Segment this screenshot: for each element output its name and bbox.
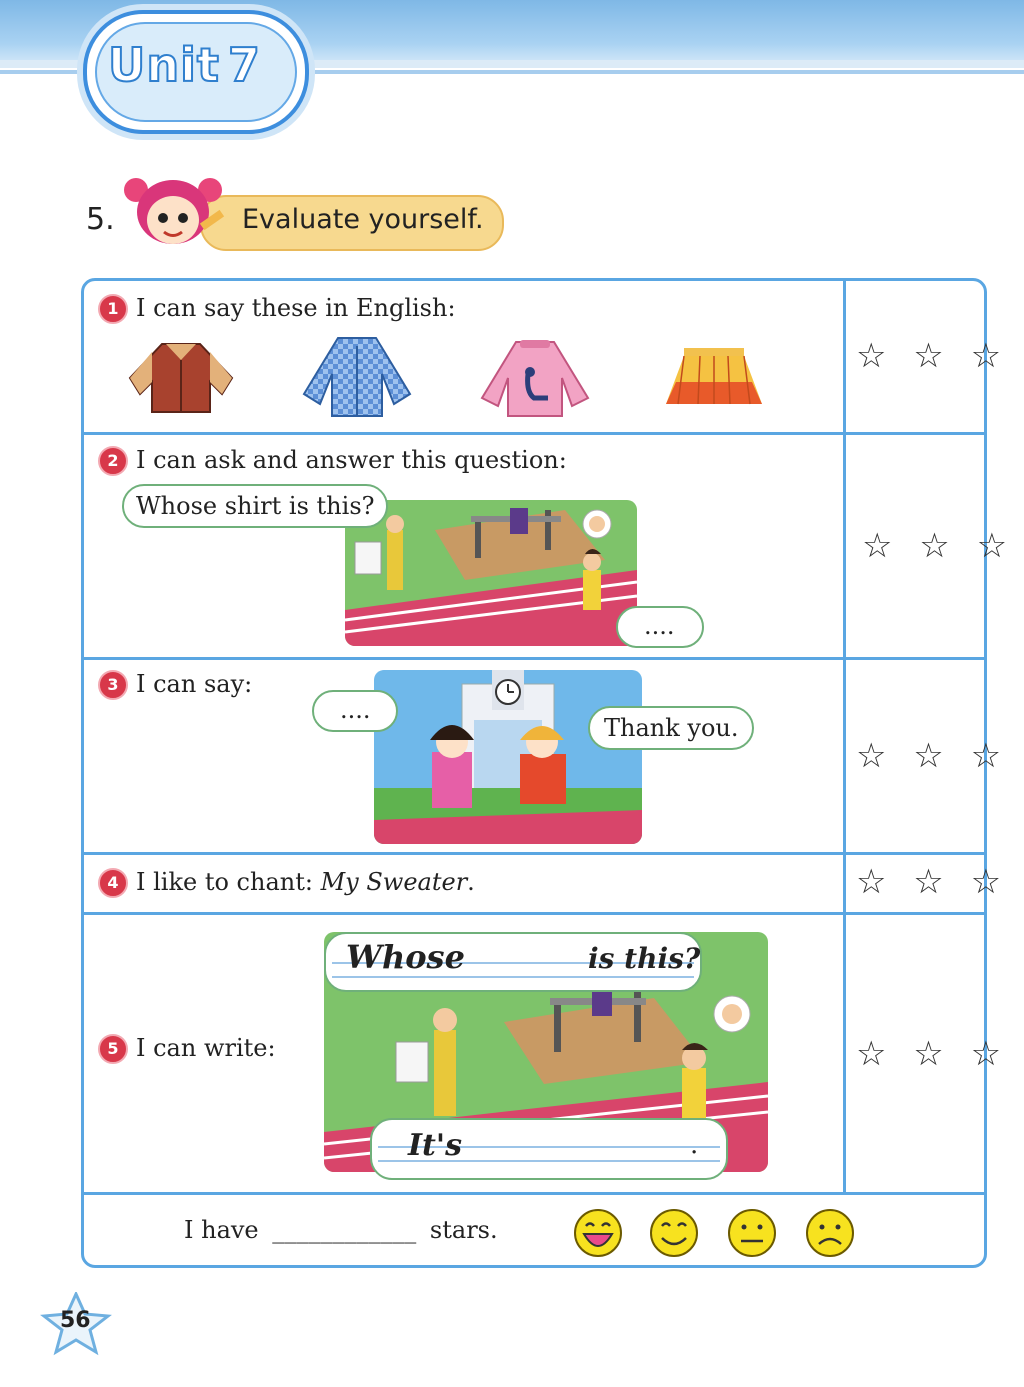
unit-label: Unit — [108, 38, 220, 92]
footer-text-after: stars. — [429, 1216, 498, 1244]
row-5-number-badge: 5 — [98, 1034, 128, 1064]
write-question-bubble — [324, 932, 702, 992]
row-3-star-rating[interactable]: ☆ ☆ ☆ — [856, 736, 1010, 776]
shirt-icon — [298, 334, 416, 420]
row-1-star-rating[interactable]: ☆ ☆ ☆ — [856, 336, 1010, 376]
question-text: Whose shirt is this? — [136, 492, 375, 520]
row-5-label — [98, 1034, 276, 1064]
row-5-text: I can write: — [136, 1034, 276, 1062]
row-4-text-prefix: I like to chant: — [136, 868, 321, 896]
playground-scene-illustration — [345, 500, 637, 646]
answer-text: .... — [644, 612, 675, 640]
page-number: 56 — [60, 1308, 91, 1333]
chant-title: My Sweater — [320, 868, 468, 896]
row-divider — [83, 657, 985, 660]
row-2-label — [98, 446, 567, 476]
row-divider — [83, 432, 985, 435]
row-4-star-rating[interactable]: ☆ ☆ ☆ — [856, 862, 1010, 902]
jacket-icon — [122, 338, 240, 416]
row-3-number-badge: 3 — [98, 670, 128, 700]
row-4-text-suffix: . — [467, 868, 475, 896]
write-word-whose: Whose — [346, 938, 465, 976]
laughing-face-icon[interactable] — [572, 1208, 624, 1258]
row-1-text: I can say these in English: — [136, 294, 456, 322]
left-speech-bubble — [312, 690, 398, 732]
write-word-its: It's — [408, 1128, 462, 1163]
row-divider — [83, 1192, 985, 1195]
question-speech-bubble — [122, 484, 388, 528]
footer-text-before: I have — [184, 1216, 259, 1244]
school-scene-illustration — [374, 670, 642, 844]
section-number: 5. — [86, 202, 115, 237]
unit-number: 7 — [228, 38, 261, 92]
sweater-icon — [476, 336, 594, 420]
row-2-number-badge: 2 — [98, 446, 128, 476]
left-bubble-text: .... — [340, 696, 371, 724]
skirt-icon — [664, 346, 764, 410]
row-divider — [83, 912, 985, 915]
row-1-label — [98, 294, 456, 324]
row-divider — [83, 852, 985, 855]
footer-summary — [184, 1216, 498, 1244]
smiling-face-icon[interactable] — [648, 1208, 700, 1258]
row-2-text: I can ask and answer this question: — [136, 446, 567, 474]
row-1-number-badge: 1 — [98, 294, 128, 324]
answer-speech-bubble — [616, 606, 704, 648]
row-4-label — [98, 868, 475, 898]
write-end-period: . — [690, 1130, 699, 1160]
row-3-label — [98, 670, 252, 700]
section-title: Evaluate yourself. — [242, 204, 484, 235]
thank-you-text: Thank you. — [604, 714, 739, 742]
row-3-text: I can say: — [136, 670, 253, 698]
write-answer-bubble[interactable] — [370, 1118, 728, 1180]
write-word-is-this: is this? — [588, 942, 701, 975]
right-speech-bubble — [588, 706, 754, 750]
neutral-face-icon[interactable] — [726, 1208, 778, 1258]
rating-column-divider — [843, 280, 846, 1194]
row-2-star-rating[interactable]: ☆ ☆ ☆ — [862, 526, 1016, 566]
stars-blank[interactable]: ____________ — [272, 1216, 417, 1244]
mascot-girl-icon — [118, 172, 228, 256]
row-4-number-badge: 4 — [98, 868, 128, 898]
row-5-star-rating[interactable]: ☆ ☆ ☆ — [856, 1034, 1010, 1074]
sad-face-icon[interactable] — [804, 1208, 856, 1258]
